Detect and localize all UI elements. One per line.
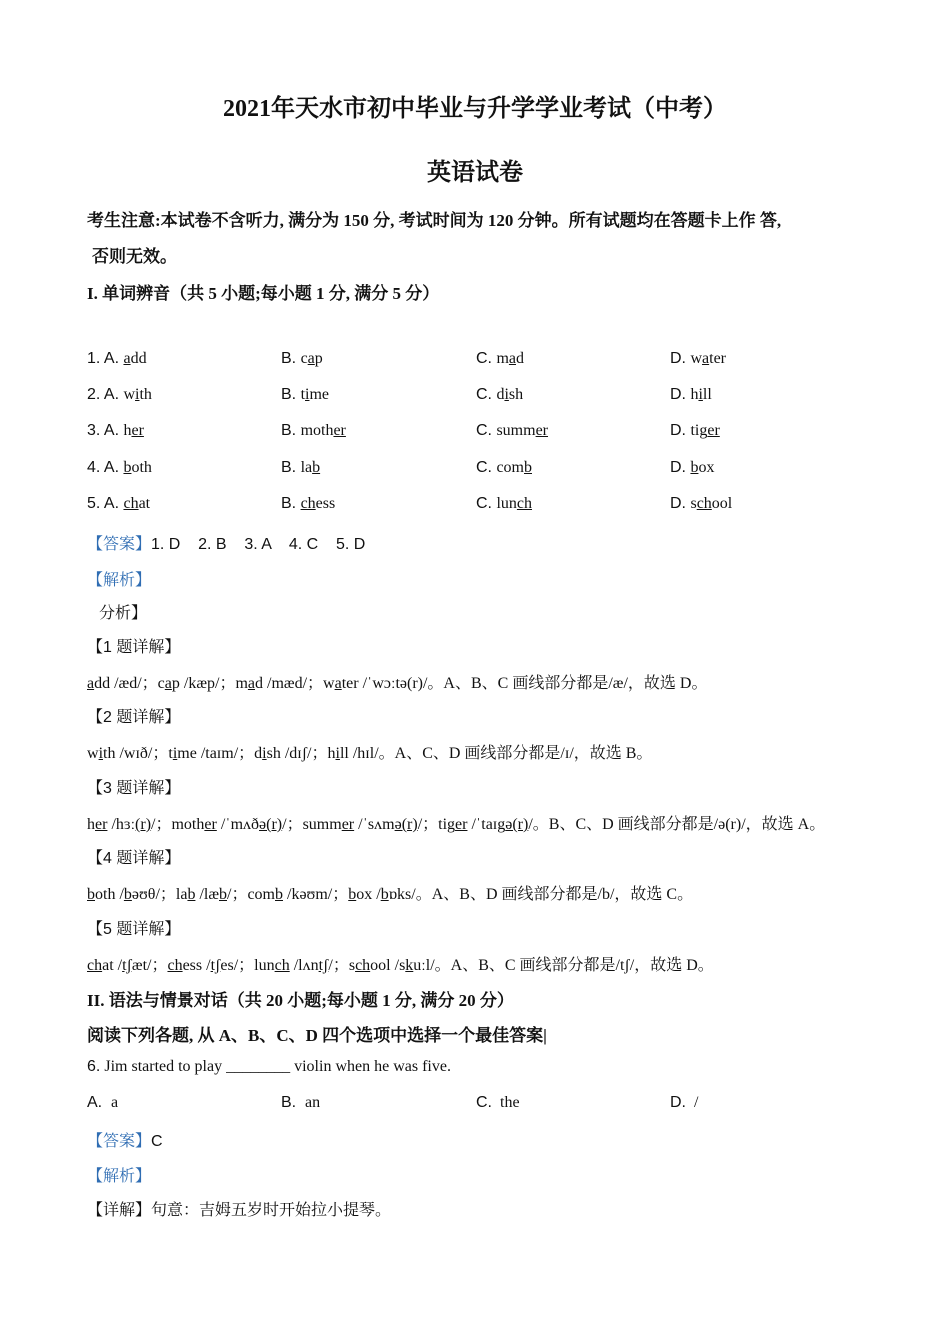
detail-line-5 xyxy=(87,952,714,975)
detail-line-4 xyxy=(87,881,693,904)
underlined-part: a xyxy=(247,675,256,692)
detail-label-5: 【5 题详解】 xyxy=(87,921,181,938)
q6-option-letter: C. xyxy=(476,1094,492,1111)
underlined-part: ch xyxy=(355,957,371,974)
underlined-part: a xyxy=(123,350,131,367)
option-5-1 xyxy=(87,495,150,513)
word-part: me xyxy=(309,386,330,403)
q6-option-text: the xyxy=(500,1094,520,1111)
underlined-part: tʃ xyxy=(318,957,329,974)
word-part: moth xyxy=(300,422,334,439)
option-2-4 xyxy=(670,386,712,404)
underlined-part: a xyxy=(702,350,710,367)
page-subtitle: 英语试卷 xyxy=(427,160,523,186)
q6-answer-label: 【答案】 xyxy=(87,1133,152,1150)
q6-option-text: / xyxy=(694,1094,699,1111)
detail-line-3 xyxy=(87,811,825,834)
underlined-part: ch xyxy=(167,957,183,974)
question-6-text: Jim started to play ________ violin when he was five. xyxy=(100,1058,451,1075)
option-2-3 xyxy=(476,386,523,404)
underlined-part: ch xyxy=(300,495,316,512)
option-2-1 xyxy=(87,386,152,404)
section1-heading: I. 单词辨音（共 5 小题;每小题 1 分, 满分 5 分） xyxy=(87,284,440,303)
option-3-1 xyxy=(87,422,144,440)
word-part: com xyxy=(496,459,524,476)
q6-analysis-label: 【解析】 xyxy=(87,1168,152,1185)
underlined-part: tʃ xyxy=(210,957,221,974)
text-part: ox / xyxy=(356,886,381,903)
underlined-part: b xyxy=(380,886,389,903)
q6-option-letter: D. xyxy=(670,1094,686,1111)
page-title: 2021年天水市初中毕业与升学学业考试（中考） xyxy=(223,96,727,122)
option-letter: D. xyxy=(670,495,691,512)
underlined-part: er xyxy=(204,816,217,833)
word-part: sh xyxy=(508,386,524,403)
underlined-part: ch xyxy=(274,957,290,974)
underlined-part: a xyxy=(87,675,95,692)
option-letter: B. xyxy=(281,422,301,439)
underlined-part: i xyxy=(172,745,178,762)
option-letter: C. xyxy=(476,459,497,476)
underlined-part: i xyxy=(698,386,703,403)
text-part: ool /s xyxy=(370,957,406,974)
option-4-3 xyxy=(476,459,532,477)
word-part: ter xyxy=(709,350,726,367)
option-letter: C. xyxy=(476,350,497,367)
underlined-part: b xyxy=(87,886,95,903)
underlined-part: ch xyxy=(516,495,533,512)
detail-line-1 xyxy=(87,670,707,693)
option-letter: D. xyxy=(670,459,691,476)
underlined-part: b xyxy=(275,886,283,903)
word-part: ool xyxy=(711,495,733,512)
text-part: es/；lun xyxy=(220,957,275,974)
option-1-2 xyxy=(281,350,323,368)
underlined-part: b xyxy=(123,459,132,476)
option-letter: B. xyxy=(281,495,301,512)
word-part: at xyxy=(138,495,151,512)
underlined-part: a xyxy=(508,350,517,367)
detail-label-1: 【1 题详解】 xyxy=(87,639,181,656)
underlined-part: er xyxy=(455,816,468,833)
option-letter: B. xyxy=(281,386,301,403)
word-part: ess xyxy=(315,495,336,512)
option-5-3 xyxy=(476,495,532,513)
section2-heading: II. 语法与情景对话（共 20 小题;每小题 1 分, 满分 20 分） xyxy=(87,991,514,1010)
underlined-part: b xyxy=(187,886,196,903)
word-part: h xyxy=(690,386,699,403)
text-part: oth / xyxy=(95,886,124,903)
text-part: /lʌn xyxy=(289,957,319,974)
word-part: d xyxy=(496,386,505,403)
word-part: summ xyxy=(496,422,536,439)
option-3-3 xyxy=(476,422,548,440)
underlined-part: ch xyxy=(123,495,139,512)
word-part: d xyxy=(516,350,525,367)
option-3-4 xyxy=(670,422,720,440)
underlined-part: er xyxy=(333,422,346,439)
question-6-number: 6. xyxy=(87,1058,101,1075)
option-4-4 xyxy=(670,459,714,477)
word-part: ll xyxy=(702,386,712,403)
option-letter: 3. A. xyxy=(87,422,124,439)
underlined-part: ə(r) xyxy=(505,816,529,833)
option-4-2 xyxy=(281,459,320,477)
word-part: tig xyxy=(690,422,708,439)
detail-label-3: 【3 题详解】 xyxy=(87,780,181,797)
q6-answer-text: C xyxy=(151,1133,163,1150)
option-letter: 5. A. xyxy=(87,495,124,512)
text-part: p /kæp/；m xyxy=(171,675,248,692)
text-part: æt/； xyxy=(131,957,168,974)
text-part: /ˈmʌð xyxy=(216,816,260,833)
text-part: /；moth xyxy=(151,816,205,833)
word-part: m xyxy=(496,350,509,367)
q6-detail: 【详解】句意：吉姆五岁时开始拉小提琴。 xyxy=(87,1202,392,1219)
option-4-1 xyxy=(87,459,152,477)
text-part: me /taɪm/；d xyxy=(177,745,263,762)
underlined-part: tʃ xyxy=(122,957,132,974)
question-6-stem xyxy=(87,1058,451,1076)
text-part: /kəʊm/； xyxy=(283,886,349,903)
underlined-part: er xyxy=(341,816,355,833)
option-letter: 2. A. xyxy=(87,386,124,403)
text-part: /hɜː xyxy=(107,816,136,833)
underlined-part: ch xyxy=(696,495,712,512)
underlined-part: a xyxy=(164,675,172,692)
word-part: w xyxy=(123,386,136,403)
word-part: s xyxy=(690,495,697,512)
option-letter: D. xyxy=(670,386,691,403)
text-part: h xyxy=(87,816,95,833)
option-1-3 xyxy=(476,350,524,368)
word-part: dd xyxy=(130,350,147,367)
underlined-part: b xyxy=(123,886,132,903)
option-letter: B. xyxy=(281,350,301,367)
word-part: h xyxy=(123,422,132,439)
text-part: /læ xyxy=(195,886,219,903)
word-part: lun xyxy=(496,495,517,512)
option-1-4 xyxy=(670,350,726,368)
underlined-part: b xyxy=(312,459,321,476)
text-part: ll /hɪl/。A、C、D 画线部分都是/ɪ/，故选 B。 xyxy=(339,745,653,762)
underlined-part: a xyxy=(334,675,342,692)
underlined-part: b xyxy=(690,459,699,476)
underlined-part: ch xyxy=(87,957,103,974)
underlined-part: ə(r) xyxy=(394,816,418,833)
option-letter: C. xyxy=(476,386,497,403)
underlined-part: i xyxy=(305,386,310,403)
word-part: ox xyxy=(698,459,715,476)
option-letter: D. xyxy=(670,350,691,367)
option-2-2 xyxy=(281,386,329,404)
underlined-part: ə(r) xyxy=(259,816,283,833)
exam-notice-line1: 考生注意:本试卷不含听力, 满分为 150 分, 考试时间为 120 分钟。所有试题均在答题卡上作 答, xyxy=(87,211,782,230)
option-letter: C. xyxy=(476,422,497,439)
answer-label: 【答案】 xyxy=(87,536,152,553)
underlined-part: b xyxy=(348,886,357,903)
text-part: sh /dɪʃ/；h xyxy=(266,745,336,762)
text-part: ɒks/。A、B、D 画线部分都是/b/，故选 C。 xyxy=(388,886,694,903)
word-part: t xyxy=(300,386,306,403)
word-part: c xyxy=(300,350,308,367)
detail-label-4: 【4 题详解】 xyxy=(87,850,181,867)
q6-option-letter: A. xyxy=(87,1094,103,1111)
word-part: th xyxy=(139,386,152,403)
underlined-part: b xyxy=(219,886,227,903)
detail-label-2: 【2 题详解】 xyxy=(87,709,181,726)
underlined-part: er xyxy=(95,816,108,833)
section2-instruction: 阅读下列各题, 从 A、B、C、D 四个选项中选择一个最佳答案| xyxy=(87,1026,547,1045)
answer-text: 1. D 2. B 3. A 4. C 5. D xyxy=(151,536,366,553)
option-3-2 xyxy=(281,422,346,440)
text-part: w xyxy=(87,745,99,762)
underlined-part: i xyxy=(135,386,140,403)
option-letter: D. xyxy=(670,422,691,439)
text-part: uːl/。A、B、C 画线部分都是/tʃ/，故选 D。 xyxy=(413,957,714,974)
word-part: w xyxy=(690,350,703,367)
text-part: at / xyxy=(102,957,123,974)
underlined-part: er xyxy=(131,422,144,439)
underlined-part: i xyxy=(262,745,267,762)
text-part: /ˈsʌm xyxy=(354,816,395,833)
q6-option-text: an xyxy=(305,1094,321,1111)
q6-option-2 xyxy=(281,1094,320,1112)
q6-option-4 xyxy=(670,1094,698,1112)
underlined-part: i xyxy=(504,386,509,403)
text-part: /；s xyxy=(328,957,356,974)
underlined-part: i xyxy=(98,745,104,762)
text-part: /；com xyxy=(227,886,275,903)
text-part: dd /æd/；c xyxy=(94,675,165,692)
underlined-part: k xyxy=(405,957,414,974)
text-part: th /wɪð/；t xyxy=(103,745,173,762)
underlined-part: er xyxy=(707,422,720,439)
q6-option-letter: B. xyxy=(281,1094,297,1111)
detail-line-2 xyxy=(87,740,652,763)
option-1-1 xyxy=(87,350,147,368)
text-part: /；tig xyxy=(417,816,456,833)
option-letter: 1. A. xyxy=(87,350,124,367)
option-letter: C. xyxy=(476,495,497,512)
text-part: /。B、C、D 画线部分都是/ə(r)/，故选 A。 xyxy=(528,816,826,833)
text-part: ter /ˈwɔːtə(r)/。A、B、C 画线部分都是/æ/，故选 D。 xyxy=(341,675,708,692)
option-letter: B. xyxy=(281,459,301,476)
section1-answer xyxy=(87,531,365,554)
text-part: əʊθ/；la xyxy=(131,886,188,903)
word-part: oth xyxy=(131,459,152,476)
text-part: d /mæd/；w xyxy=(255,675,335,692)
text-part: /；summ xyxy=(282,816,342,833)
word-part: p xyxy=(314,350,323,367)
word-part: la xyxy=(300,459,313,476)
underlined-part: b xyxy=(524,459,532,476)
text-part: ess / xyxy=(182,957,211,974)
underlined-part: er xyxy=(535,422,549,439)
option-5-4 xyxy=(670,495,732,513)
analysis-label: 【解析】 xyxy=(87,572,152,589)
question-6-answer xyxy=(87,1128,163,1151)
q6-option-text: a xyxy=(111,1094,119,1111)
analysis-sub: 分析】 xyxy=(99,605,148,622)
underlined-part: a xyxy=(307,350,315,367)
q6-option-1 xyxy=(87,1094,118,1112)
underlined-part: i xyxy=(335,745,340,762)
underlined-part: (r) xyxy=(135,816,152,833)
option-letter: 4. A. xyxy=(87,459,124,476)
q6-option-3 xyxy=(476,1094,520,1112)
option-5-2 xyxy=(281,495,335,513)
text-part: /ˈtaɪg xyxy=(467,816,506,833)
exam-notice-line2: 否则无效。 xyxy=(92,247,177,266)
